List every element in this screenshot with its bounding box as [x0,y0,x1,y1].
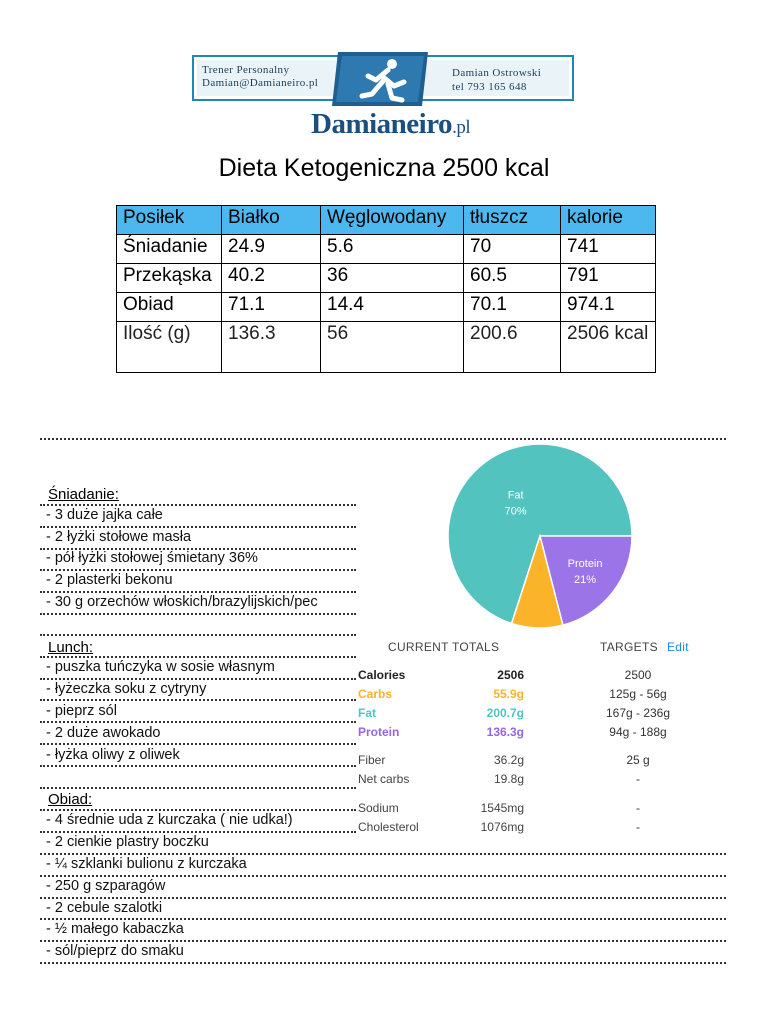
nutrient-name: Protein [358,725,400,739]
nutrient-name: Fat [358,706,376,720]
dinner-heading: Obiad: [48,791,93,808]
line-divider [40,940,726,942]
row-label: Ilość (g) [117,322,222,373]
list-item: - pieprz sól [46,703,117,719]
brand-name [311,108,470,141]
line-divider [40,918,726,920]
line-divider [40,831,356,833]
row-label: Śniadanie [117,235,222,264]
trainer-contact [452,66,541,94]
list-item: - ½ małego kabaczka [46,921,184,937]
column-header: kalorie [561,206,656,235]
table-cell: 200.6 [464,322,561,373]
line-divider [40,897,726,899]
current-totals-header: CURRENT TOTALS [388,640,500,654]
list-item: - łyżeczka soku z cytryny [46,681,207,697]
table-cell: 741 [561,235,656,264]
logo-banner [192,52,576,144]
table-cell: 70 [464,235,561,264]
list-item: - sól/pieprz do smaku [46,943,184,959]
nutrient-value: 1076mg [480,820,524,834]
trainer-email: Damian@Damianeiro.pl [202,77,319,89]
table-cell: 791 [561,264,656,293]
line-divider [40,613,356,615]
slice-label: Protein [567,557,603,570]
line-divider [40,591,356,593]
nutrient-target: 2500 [624,668,652,682]
nutrient-target: 125g - 56g [609,687,667,701]
line-divider [40,721,356,723]
table-cell: 5.6 [321,235,464,264]
column-header: Węglowodany [321,206,464,235]
list-item: - 2 duże awokado [46,725,161,741]
runner-logo-icon [332,50,432,108]
line-divider [40,569,356,571]
list-item: - puszka tuńczyka w sosie własnym [46,659,275,675]
nutrient-value: 1545mg [480,801,524,815]
table-cell: 36 [321,264,464,293]
macro-pie-chart [442,444,638,630]
nutrient-name: Fiber [358,753,386,767]
brand-suffix: .pl [452,117,471,138]
list-item: - 2 cebule szalotki [46,900,163,916]
nutrient-target: - [636,801,640,815]
table-cell: 70.1 [464,293,561,322]
list-item: - 2 łyżki stołowe masła [46,529,192,545]
section-divider [40,438,726,440]
line-divider [40,875,726,877]
line-divider [40,634,356,636]
line-divider [40,526,356,528]
brand-main: Damianeiro [311,108,453,140]
column-header: tłuszcz [464,206,561,235]
edit-targets-link[interactable]: Edit [667,640,689,654]
breakfast-heading: Śniadanie: [48,486,119,503]
slice-value-label: 70% [504,505,527,518]
list-item: - pół łyżki stołowej śmietany 36% [46,550,258,566]
line-divider [40,504,356,506]
list-item: - 2 plasterki bekonu [46,572,173,588]
page-title: Dieta Ketogeniczna 2500 kcal [218,154,550,182]
trainer-name: Damian Ostrowski [452,67,542,79]
column-header: Posiłek [117,206,222,235]
trainer-title: Trener Personalny [202,64,290,76]
line-divider [40,743,356,745]
list-item: - 4 średnie uda z kurczaka ( nie udka!) [46,812,293,828]
slice-label: Fat [507,489,524,502]
list-item: - 250 g szparagów [46,878,166,894]
line-divider [40,787,356,789]
line-divider [40,699,356,701]
list-item: - 30 g orzechów włoskich/brazylijskich/pec [46,594,318,610]
nutrient-target: - [636,820,640,834]
line-divider [40,809,356,811]
macro-summary-table [116,205,656,373]
nutrient-value: 200.7g [486,706,524,720]
slice-value-label: 21% [574,573,597,586]
trainer-info [202,64,318,90]
table-row [117,235,656,264]
list-item: - ¼ szklanki bulionu z kurczaka [46,856,247,872]
table-cell: 40.2 [222,264,321,293]
column-header: Białko [222,206,321,235]
nutrient-value: 2506 [497,668,524,682]
row-label: Obiad [117,293,222,322]
line-divider [40,853,726,855]
lunch-heading: Lunch: [48,639,94,656]
line-divider [40,962,726,964]
table-row [117,264,656,293]
nutrient-name: Calories [358,668,406,682]
nutrient-name: Cholesterol [358,820,419,834]
line-divider [40,678,356,680]
table-cell: 24.9 [222,235,321,264]
list-item: - 2 cienkie plastry boczku [46,834,209,850]
nutrient-value: 55.9g [493,687,524,701]
table-cell: 60.5 [464,264,561,293]
nutrient-value: 36.2g [493,753,524,767]
line-divider [40,765,356,767]
trainer-phone: tel 793 165 648 [452,81,527,93]
table-cell: 14.4 [321,293,464,322]
table-cell: 136.3 [222,322,321,373]
nutrient-value: 19.8g [493,772,524,786]
table-cell: 56 [321,322,464,373]
line-divider [40,656,356,658]
table-header-row [117,206,656,235]
table-cell: 71.1 [222,293,321,322]
nutrient-name: Net carbs [358,772,410,786]
nutrient-target: 167g - 236g [605,706,671,720]
table-row [117,293,656,322]
nutrient-target: - [636,772,640,786]
nutrient-value: 136.3g [486,725,524,739]
table-cell: 2506 kcal [561,322,656,373]
targets-header: TARGETS [600,640,658,654]
list-item: - łyżka oliwy z oliwek [46,747,180,763]
row-label: Przekąska [117,264,222,293]
nutrient-target: 25 g [626,753,650,767]
nutrient-name: Carbs [358,687,393,701]
nutrient-target: 94g - 188g [609,725,667,739]
table-cell: 974.1 [561,293,656,322]
table-row-total [117,322,656,373]
list-item: - 3 duże jajka całe [46,507,163,523]
nutrient-name: Sodium [358,801,399,815]
